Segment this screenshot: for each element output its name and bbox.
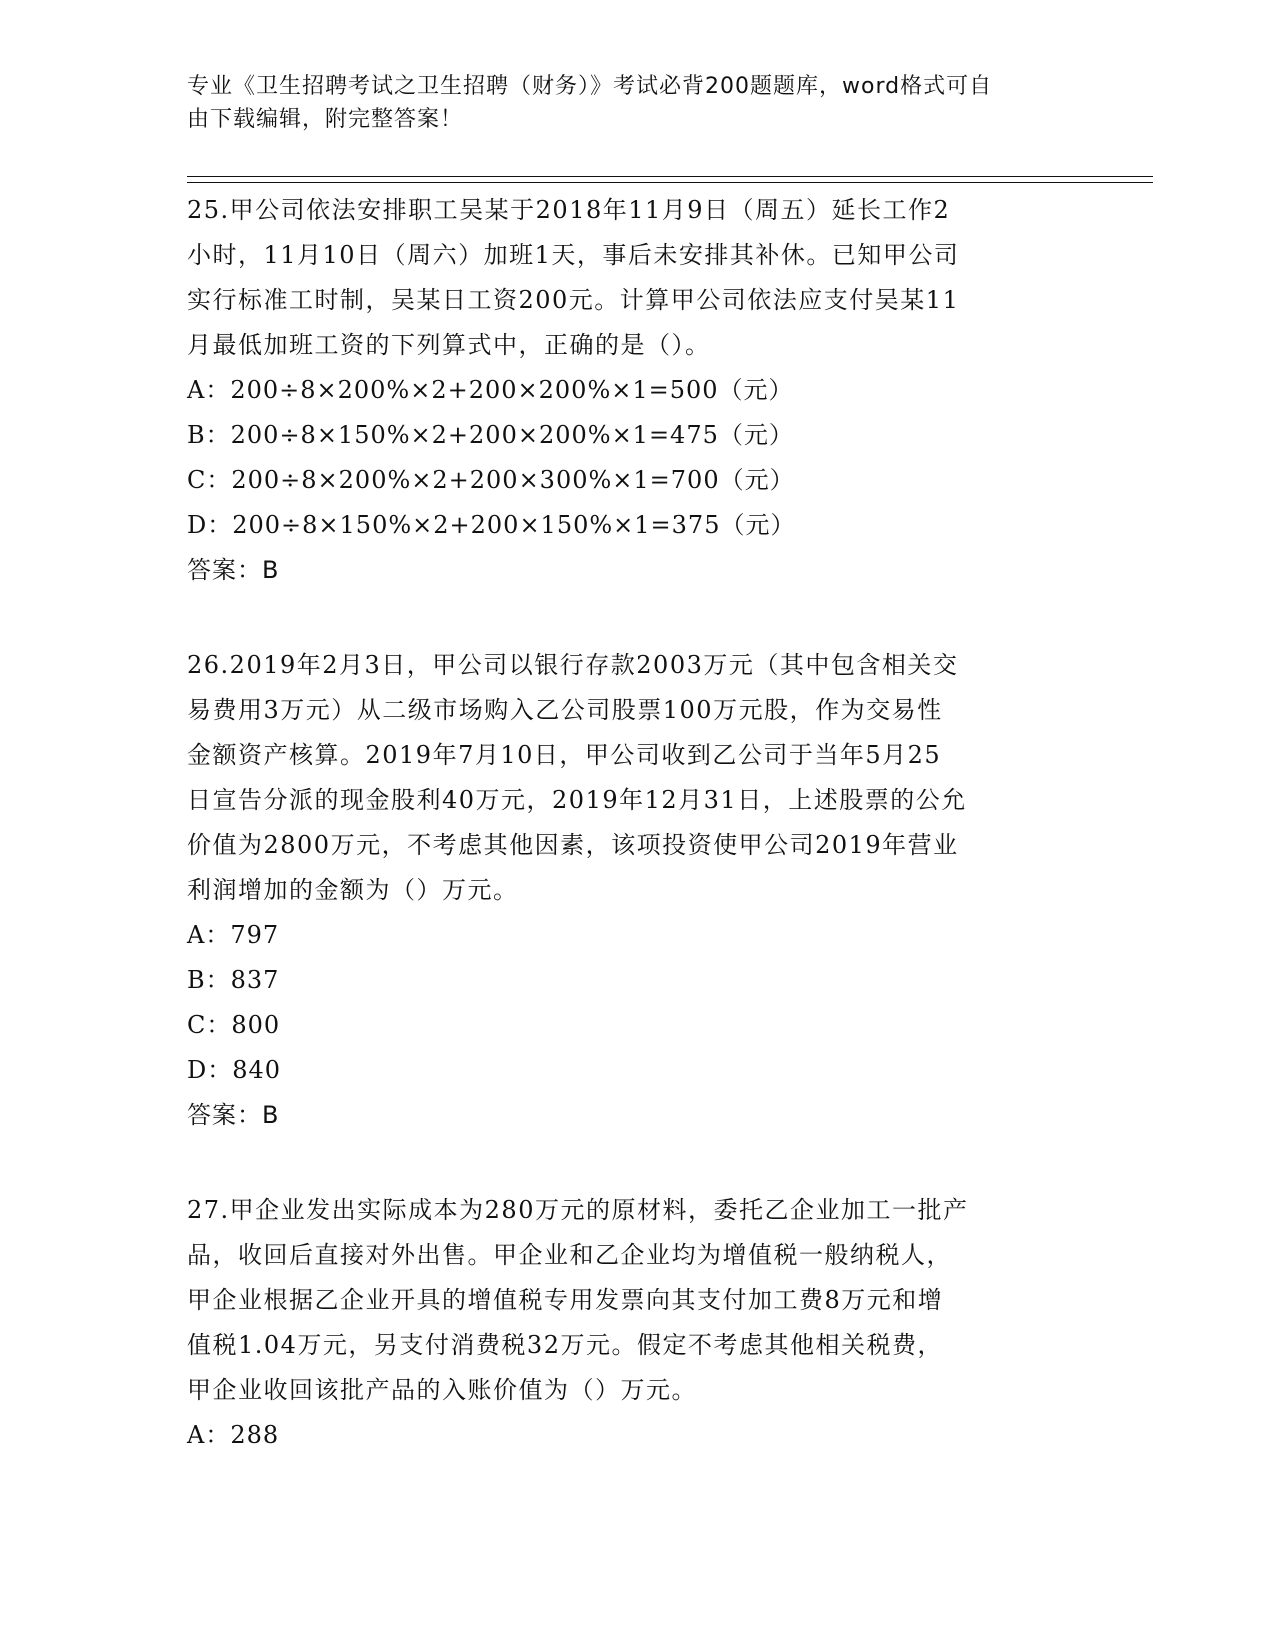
option-c: C：200÷8×200%×2+200×300%×1=700（元） [187, 466, 795, 494]
document-header [187, 70, 1087, 136]
question-stem-line: 25.甲公司依法安排职工吴某于2018年11月9日（周五）延长工作2 [187, 196, 951, 224]
question-stem-line: 金额资产核算。2019年7月10日，甲公司收到乙公司于当年5月25 [187, 741, 942, 769]
answer-label: 答案：B [187, 556, 280, 584]
option-d: D：840 [187, 1056, 282, 1084]
header-line-2: 由下载编辑，附完整答案！ [187, 107, 464, 132]
question-stem-line: 26.2019年2月3日，甲公司以银行存款2003万元（其中包含相关交 [187, 651, 959, 679]
question-stem-line: 27.甲企业发出实际成本为280万元的原材料，委托乙企业加工一批产 [187, 1196, 969, 1224]
option-b: B：200÷8×150%×2+200×200%×1=475（元） [187, 421, 794, 449]
question-stem-line: 甲企业根据乙企业开具的增值税专用发票向其支付加工费8万元和增 [187, 1286, 944, 1314]
option-d: D：200÷8×150%×2+200×150%×1=375（元） [187, 511, 796, 539]
question-stem-line: 小时，11月10日（周六）加班1天，事后未安排其补休。已知甲公司 [187, 241, 960, 269]
question-stem-line: 利润增加的金额为（）万元。 [187, 876, 519, 904]
option-c: C：800 [187, 1011, 281, 1039]
option-a: A：797 [187, 921, 280, 949]
header-line-1: 专业《卫生招聘考试之卫生招聘（财务）》考试必背200题题库，word格式可自 [187, 74, 993, 99]
option-b: B：837 [187, 966, 280, 994]
header-divider-top [187, 176, 1153, 177]
question-25 [187, 188, 1087, 593]
question-stem-line: 品，收回后直接对外出售。甲企业和乙企业均为增值税一般纳税人， [187, 1241, 952, 1269]
answer-label: 答案：B [187, 1101, 280, 1129]
question-stem-line: 值税1.04万元，另支付消费税32万元。假定不考虑其他相关税费， [187, 1331, 943, 1359]
question-26 [187, 643, 1087, 1138]
header-divider-bottom [187, 182, 1153, 183]
question-stem-line: 易费用3万元）从二级市场购入乙公司股票100万元股，作为交易性 [187, 696, 943, 724]
question-stem-line: 甲企业收回该批产品的入账价值为（）万元。 [187, 1376, 697, 1404]
question-27 [187, 1188, 1087, 1458]
question-stem-line: 月最低加班工资的下列算式中，正确的是（）。 [187, 331, 711, 359]
question-stem-line: 日宣告分派的现金股利40万元，2019年12月31日，上述股票的公允 [187, 786, 967, 814]
option-a: A：200÷8×200%×2+200×200%×1=500（元） [187, 376, 794, 404]
question-stem-line: 实行标准工时制，吴某日工资200元。计算甲公司依法应支付吴某11 [187, 286, 960, 314]
question-stem-line: 价值为2800万元，不考虑其他因素，该项投资使甲公司2019年营业 [187, 831, 959, 859]
option-a: A：288 [187, 1421, 280, 1449]
